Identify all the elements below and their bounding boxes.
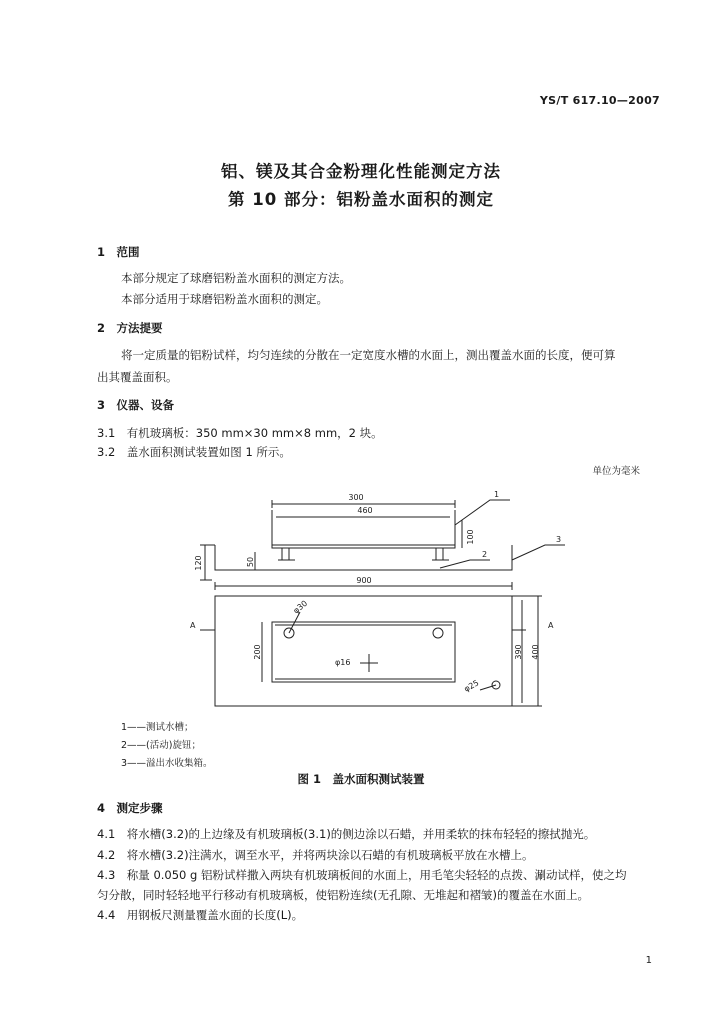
label-phi25: φ25 bbox=[462, 678, 481, 694]
unit-note: 单位为毫米 bbox=[592, 466, 640, 477]
dim-390: 390 bbox=[514, 644, 523, 660]
section-3-heading: 3 仪器、设备 bbox=[97, 398, 175, 412]
dim-120: 120 bbox=[194, 555, 203, 571]
section-2-heading: 2 方法提要 bbox=[97, 321, 163, 335]
figure-legend-1: 1——测试水槽； bbox=[121, 722, 194, 733]
figure-legend-3: 3——溢出水收集箱。 bbox=[121, 758, 213, 769]
section-2-paragraph-line2: 出其覆盖面积。 bbox=[97, 370, 178, 384]
label-phi30: φ30 bbox=[291, 598, 310, 616]
document-title-line2: 第 10 部分：铝粉盖水面积的测定 bbox=[228, 190, 494, 209]
figure-caption: 图 1 盖水面积测试装置 bbox=[297, 772, 425, 786]
section-3-item-1: 3.1 有机玻璃板：350 mm×30 mm×8 mm，2 块。 bbox=[97, 426, 383, 440]
section-1-paragraph-2: 本部分适用于球磨铝粉盖水面积的测定。 bbox=[121, 292, 328, 306]
page-number: 1 bbox=[645, 955, 652, 966]
section-1-paragraph-1: 本部分规定了球磨铝粉盖水面积的测定方法。 bbox=[121, 271, 351, 285]
dim-50: 50 bbox=[246, 556, 255, 568]
section-label-right: A bbox=[548, 621, 554, 630]
figure-legend-2: 2——(活动)旋钮； bbox=[121, 740, 201, 751]
section-1-heading: 1 范围 bbox=[97, 245, 140, 259]
document-title-line1: 铝、镁及其合金粉理化性能测定方法 bbox=[221, 162, 501, 181]
step-4-1: 4.1 将水槽(3.2)的上边缘及有机玻璃板(3.1)的侧边涂以石蜡，并用柔软的抹布轻轻的擦拭抛光。 bbox=[97, 827, 596, 841]
section-3-item-2: 3.2 盖水面积测试装置如图 1 所示。 bbox=[97, 445, 291, 459]
trough-side-view bbox=[215, 545, 512, 570]
knob-left-side bbox=[282, 548, 289, 560]
callout-1: 1 bbox=[494, 490, 500, 499]
dim-100: 100 bbox=[466, 529, 475, 545]
dim-400: 400 bbox=[531, 644, 540, 660]
callout-3: 3 bbox=[556, 535, 562, 544]
knob-right-side bbox=[436, 548, 443, 560]
standard-number: YS/T 617.10—2007 bbox=[539, 94, 660, 107]
step-4-3-line1: 4.3 称量 0.050 g 铝粉试样撒入两块有机玻璃板间的水面上，用毛笔尖轻轻的点拨、涮动试样，使之均 bbox=[97, 868, 627, 882]
step-4-2: 4.2 将水槽(3.2)注满水，调至水平，并将两块涂以石蜡的有机玻璃板平放在水槽上。 bbox=[97, 848, 534, 862]
dim-900: 900 bbox=[356, 576, 372, 585]
callout-2: 2 bbox=[482, 550, 488, 559]
glass-frame-side bbox=[272, 510, 455, 548]
step-4-4: 4.4 用钢板尺测量覆盖水面的长度(L)。 bbox=[97, 908, 304, 922]
glass-frame-plan bbox=[272, 622, 455, 682]
dim-300: 300 bbox=[348, 493, 364, 502]
section-label-left: A bbox=[190, 621, 196, 630]
section-2-paragraph-line1: 将一定质量的铝粉试样，均匀连续的分散在一定宽度水槽的水面上，测出覆盖水面的长度，便可算 bbox=[121, 348, 616, 362]
dim-460: 460 bbox=[357, 506, 373, 515]
section-4-heading: 4 测定步骤 bbox=[97, 801, 163, 815]
label-phi16: φ16 bbox=[335, 658, 351, 667]
dim-200: 200 bbox=[253, 644, 262, 660]
step-4-3-line2: 匀分散，同时轻轻地平行移动有机玻璃板，使铝粉连续(无孔隙、无堆起和褶皱)的覆盖在水面上。 bbox=[97, 888, 589, 902]
